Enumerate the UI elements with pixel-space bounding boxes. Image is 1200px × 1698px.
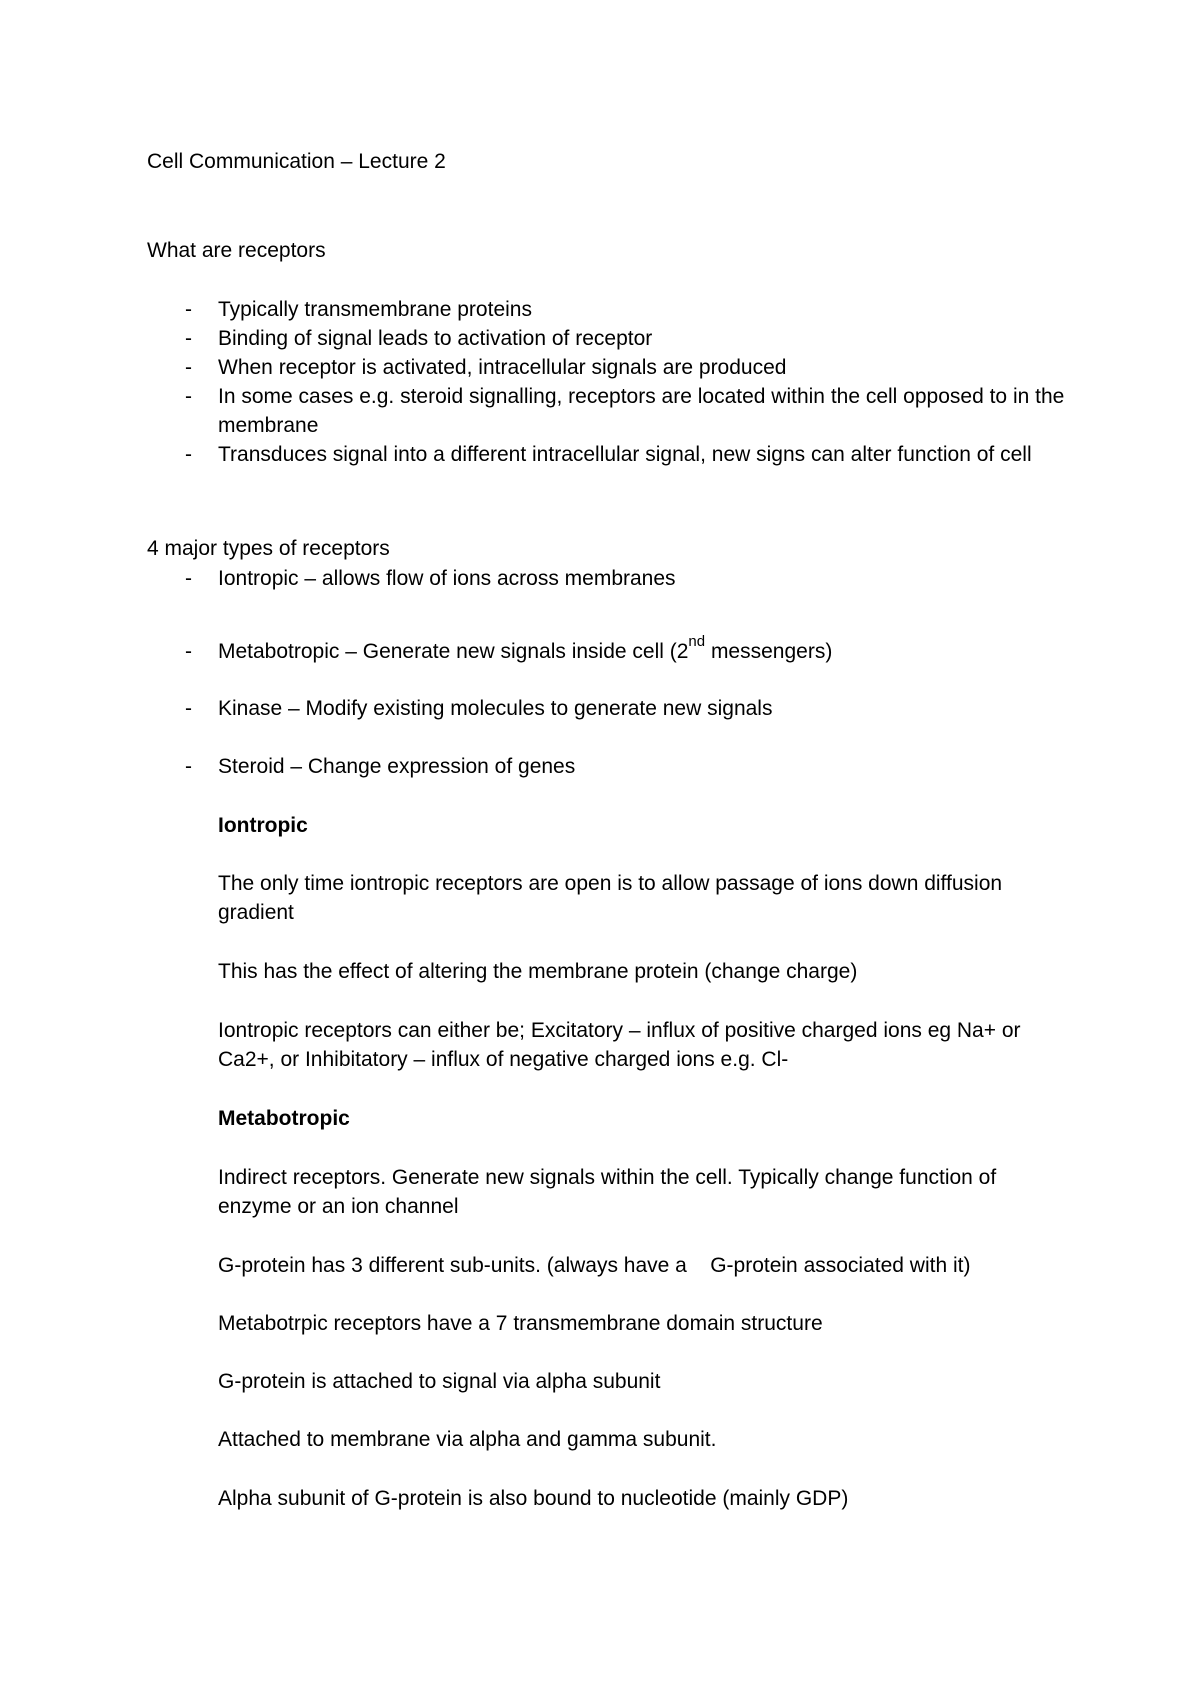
iontropic-paragraph: Iontropic receptors can either be; Excitatory – influx of positive charged ions eg Na+ or Ca2+, or Inhibitatory – influx of negative charged ions e.g. Cl- [218, 1019, 1021, 1071]
list-item-metabotropic: - Metabotropic – Generate new signals inside cell (2nd messengers) [185, 633, 833, 663]
metabotropic-paragraph: Metabotrpic receptors have a 7 transmembrane domain structure [218, 1312, 823, 1335]
list-item: - Binding of signal leads to activation of receptor [185, 327, 653, 350]
superscript-nd: nd [688, 633, 706, 650]
document-title: Cell Communication – Lecture 2 [147, 150, 446, 173]
list-item: - When receptor is activated, intracellular signals are produced [185, 356, 787, 379]
receptor-types-list [147, 752, 1067, 781]
metabotropic-paragraph: Alpha subunit of G-protein is also bound to nucleotide (mainly GDP) [218, 1487, 849, 1510]
list-item-steroid: - Steroid – Change expression of genes [185, 755, 576, 778]
list-item: - Transduces signal into a different intracellular signal, new signs can alter function of cell [185, 443, 1032, 466]
receptor-types-list [147, 694, 1067, 723]
section-heading-receptors: What are receptors [147, 239, 326, 262]
receptor-types-list [147, 564, 1067, 593]
receptors-list [147, 295, 1067, 469]
receptor-types-list [147, 633, 1067, 666]
metabotropic-paragraph: G-protein has 3 different sub-units. (always have a G-protein associated with it) [218, 1254, 971, 1277]
iontropic-heading: Iontropic [218, 814, 308, 837]
metabotropic-paragraph: G-protein is attached to signal via alpha subunit [218, 1370, 661, 1393]
iontropic-paragraph: The only time iontropic receptors are open is to allow passage of ions down diffusion gradient [218, 872, 1003, 924]
section-heading-types: 4 major types of receptors [147, 537, 390, 560]
metabotropic-heading: Metabotropic [218, 1107, 350, 1130]
list-item-iontropic: - Iontropic – allows flow of ions across membranes [185, 567, 676, 590]
metabotropic-paragraph: Attached to membrane via alpha and gamma subunit. [218, 1428, 717, 1451]
list-item: - In some cases e.g. steroid signalling, receptors are located within the cell opposed to in the membrane [185, 385, 1065, 437]
iontropic-paragraph: This has the effect of altering the membrane protein (change charge) [218, 960, 858, 983]
list-item-kinase: - Kinase – Modify existing molecules to generate new signals [185, 697, 773, 720]
metabotropic-paragraph: Indirect receptors. Generate new signals within the cell. Typically change function of enzyme or an ion channel [218, 1166, 997, 1218]
list-item: - Typically transmembrane proteins [185, 298, 532, 321]
